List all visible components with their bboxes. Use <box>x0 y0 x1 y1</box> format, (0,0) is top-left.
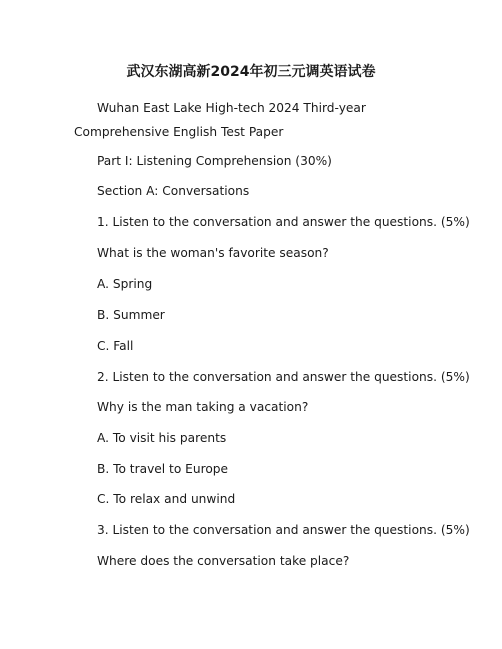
question-1-instruction: 1. Listen to the conversation and answer the questions. (5%) <box>97 215 470 229</box>
section-heading-part-1: Part I: Listening Comprehension (30%) <box>97 154 332 168</box>
question-1-option-c: C. Fall <box>97 339 134 353</box>
question-3-text: Where does the conversation take place? <box>97 554 350 568</box>
document-title: 武汉东湖高新2024年初三元调英语试卷 <box>126 64 376 80</box>
question-1-text: What is the woman's favorite season? <box>97 246 329 260</box>
question-2-option-b: B. To travel to Europe <box>97 462 229 476</box>
intro-paragraph: Wuhan East Lake High-tech 2024 Third-year Comprehensive English Test Paper <box>74 101 366 139</box>
question-3-instruction: 3. Listen to the conversation and answer the questions. (5%) <box>97 523 470 537</box>
question-1-option-b: B. Summer <box>97 308 165 322</box>
section-heading-section-a: Section A: Conversations <box>97 184 250 198</box>
question-2-instruction: 2. Listen to the conversation and answer the questions. (5%) <box>97 370 470 384</box>
question-2-text: Why is the man taking a vacation? <box>97 400 309 414</box>
question-2-option-c: C. To relax and unwind <box>97 492 236 506</box>
question-2-option-a: A. To visit his parents <box>97 431 227 445</box>
question-1-option-a: A. Spring <box>97 277 153 291</box>
